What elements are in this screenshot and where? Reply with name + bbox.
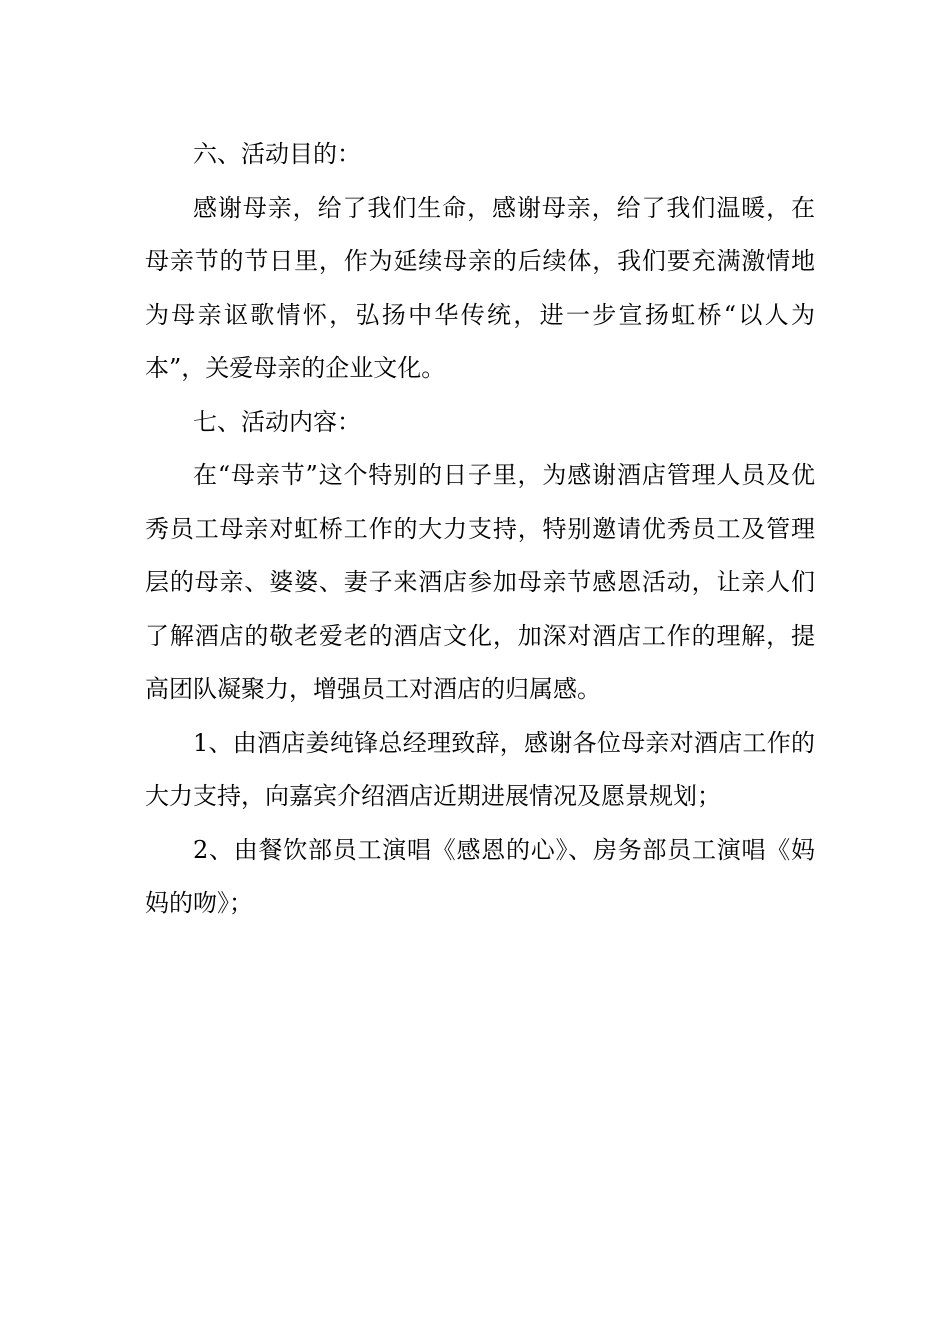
section-heading-content: 七、活动内容： (193, 407, 361, 436)
document-body (145, 128, 815, 931)
section-heading-purpose: 六、活动目的： (193, 140, 361, 168)
list-item-2: 2、由餐饮部员工演唱《感恩的心》、房务部员工演唱《妈妈的吻》； (145, 835, 815, 917)
paragraph-purpose: 感谢母亲，给了我们生命，感谢母亲，给了我们温暖，在母亲节的节日里，作为延续母亲的后续体，我们要充满激情地为母亲讴歌情怀，弘扬中华传统，进一步宣扬虹桥“以人为本”，关爱母亲的企业文化。 (145, 193, 815, 382)
list-item-1: 1、由酒店姜纯锋总经理致辞，感谢各位母亲对酒店工作的大力支持，向嘉宾介绍酒店近期进展情况及愿景规划； (145, 728, 815, 810)
paragraph-content-intro: 在“母亲节”这个特别的日子里，为感谢酒店管理人员及优秀员工母亲对虹桥工作的大力支持，特别邀请优秀员工及管理层的母亲、婆婆、妻子来酒店参加母亲节感恩活动，让亲人们了解酒店的敬老爱老的酒店文化，加深对酒店工作的理解，提高团队凝聚力，增强员工对酒店的归属感。 (145, 461, 815, 703)
